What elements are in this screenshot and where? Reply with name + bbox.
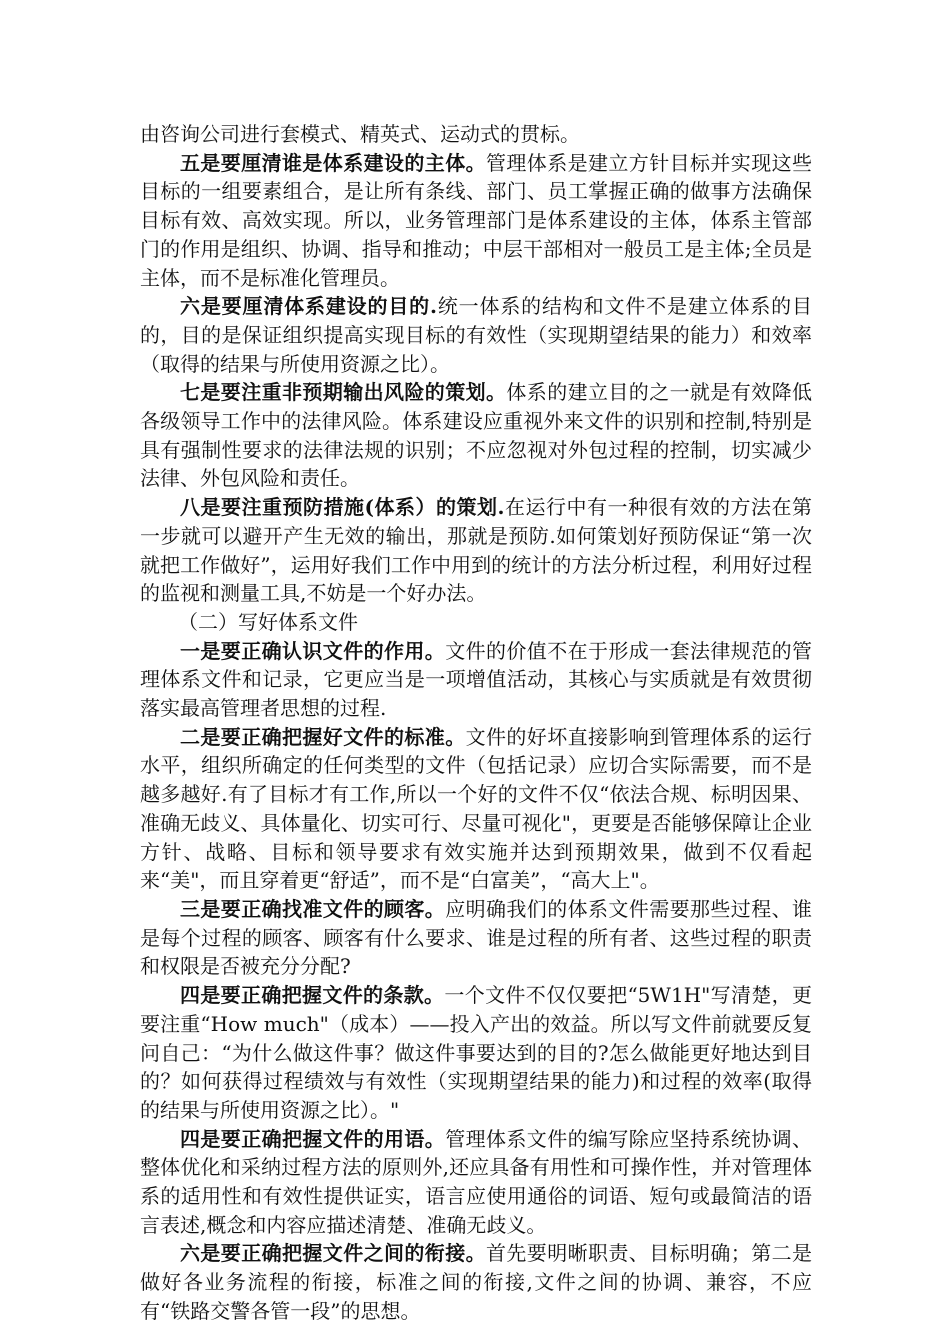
paragraph-lead: 四是要正确把握文件的用语。 bbox=[180, 1126, 446, 1151]
paragraph-lead: 八是要注重预防措施(体系）的策划. bbox=[180, 495, 505, 520]
paragraph-doc-3 bbox=[140, 895, 812, 981]
section-heading-text: （二）写好体系文件 bbox=[178, 609, 358, 634]
paragraph-text: 文件的价值不在于形成一套法律规范的管理体系文件和记录，它更应当是一项增值活动，其核心与实质就是有效贯彻落实最高管理者思想的过程. bbox=[140, 638, 813, 721]
paragraph-lead: 一是要正确认识文件的作用。 bbox=[180, 638, 446, 663]
paragraph-text: 一个文件不仅仅要把“5W1H"写清楚，更要注重“How much"（成本）——投入产出的效益。所以写文件前就要反复问自己：“为什么做这件事？做这件事要达到的目的?怎么做能更好地达到目的？如何获得过程绩效与有效性（实现期望结果的能力)和过程的效率(取得的结果与所使用资源之比）。" bbox=[140, 983, 813, 1122]
paragraph-lead: 二是要正确把握好文件的标准。 bbox=[180, 724, 466, 749]
paragraph-text: 文件的好坏直接影响到管理体系的运行水平，组织所确定的任何类型的文件（包括记录）应切合实际需要，而不是越多越好.有了目标才有工作,所以一个好的文件不仅“依法合规、标明因果、准确无歧义、具体量化、切实可行、尽量可视化"，更要是否能够保障让企业方针、战略、目标和领导要求有效实施并达到预期效果，做到不仅看起来“美"，而且穿着更“舒适”，而不是“白富美”，“高大上"。 bbox=[140, 724, 813, 893]
document-page bbox=[140, 120, 812, 1326]
paragraph-doc-4b bbox=[140, 1125, 812, 1240]
paragraph-text: 在运行中有一种很有效的方法在第一步就可以避开产生无效的输出，那就是预防.如何策划好预防保证“第一次就把工作做好”，运用好我们工作中用到的统计的方法分析过程，利用好过程的监视和测量工具,不妨是一个好办法。 bbox=[140, 495, 812, 606]
paragraph-intro bbox=[140, 120, 812, 149]
paragraph-doc-6 bbox=[140, 1239, 812, 1325]
paragraph-lead: 三是要正确找准文件的顾客。 bbox=[180, 896, 446, 921]
paragraph-text: 管理体系是建立方针目标并实现这些目标的一组要素组合，是让所有条线、部门、员工掌握正确的做事方法确保目标有效、高效实现。所以，业务管理部门是体系建设的主体，体系主管部门的作用是组织、协调、指导和推动；中层干部相对一般员工是主体;全员是主体，而不是标准化管理员。 bbox=[140, 150, 812, 290]
paragraph-text: 应明确我们的体系文件需要那些过程、谁是每个过程的顾客、顾客有什么要求、谁是过程的所有者、这些过程的职责和权限是否被充分分配? bbox=[140, 896, 813, 979]
paragraph-text: 由咨询公司进行套模式、精英式、运动式的贯标。 bbox=[140, 122, 580, 146]
paragraph-lead: 五是要厘清谁是体系建设的主体。 bbox=[180, 150, 486, 175]
paragraph-doc-4 bbox=[140, 981, 812, 1125]
paragraph-text: 统一体系的结构和文件不是建立体系的目的，目的是保证组织提高实现目标的有效性（实现期望结果的能力）和效率（取得的结果与所使用资源之比）。 bbox=[140, 294, 813, 376]
section-heading bbox=[140, 608, 812, 637]
paragraph-doc-1 bbox=[140, 637, 812, 723]
paragraph-text: 体系的建立目的之一就是有效降低各级领导工作中的法律风险。体系建设应重视外来文件的识别和控制,特别是具有强制性要求的法律法规的识别；不应忽视对外包过程的控制，切实减少法律、外包风险和责任。 bbox=[140, 380, 813, 491]
paragraph-point-5 bbox=[140, 149, 812, 293]
paragraph-point-6 bbox=[140, 292, 812, 378]
paragraph-doc-2 bbox=[140, 723, 812, 895]
paragraph-lead: 七是要注重非预期输出风险的策划。 bbox=[180, 380, 507, 405]
paragraph-text: 管理体系文件的编写除应坚持系统协调、整体优化和采纳过程方法的原则外,还应具备有用性和可操作性，并对管理体系的适用性和有效性提供证实，语言应使用通俗的词语、短句或最简洁的语言表述,概念和内容应描述清楚、准确无歧义。 bbox=[140, 1126, 813, 1237]
paragraph-text: 首先要明晰职责、目标明确；第二是做好各业务流程的衔接，标准之间的衔接,文件之间的协调、兼容，不应有“铁路交警各管一段”的思想。 bbox=[140, 1241, 812, 1323]
paragraph-point-8 bbox=[140, 493, 812, 608]
paragraph-point-7 bbox=[140, 378, 812, 493]
paragraph-lead: 六是要厘清体系建设的目的. bbox=[180, 294, 437, 319]
paragraph-lead: 六是要正确把握文件之间的衔接。 bbox=[180, 1241, 486, 1266]
paragraph-lead: 四是要正确把握文件的条款。 bbox=[180, 983, 445, 1008]
